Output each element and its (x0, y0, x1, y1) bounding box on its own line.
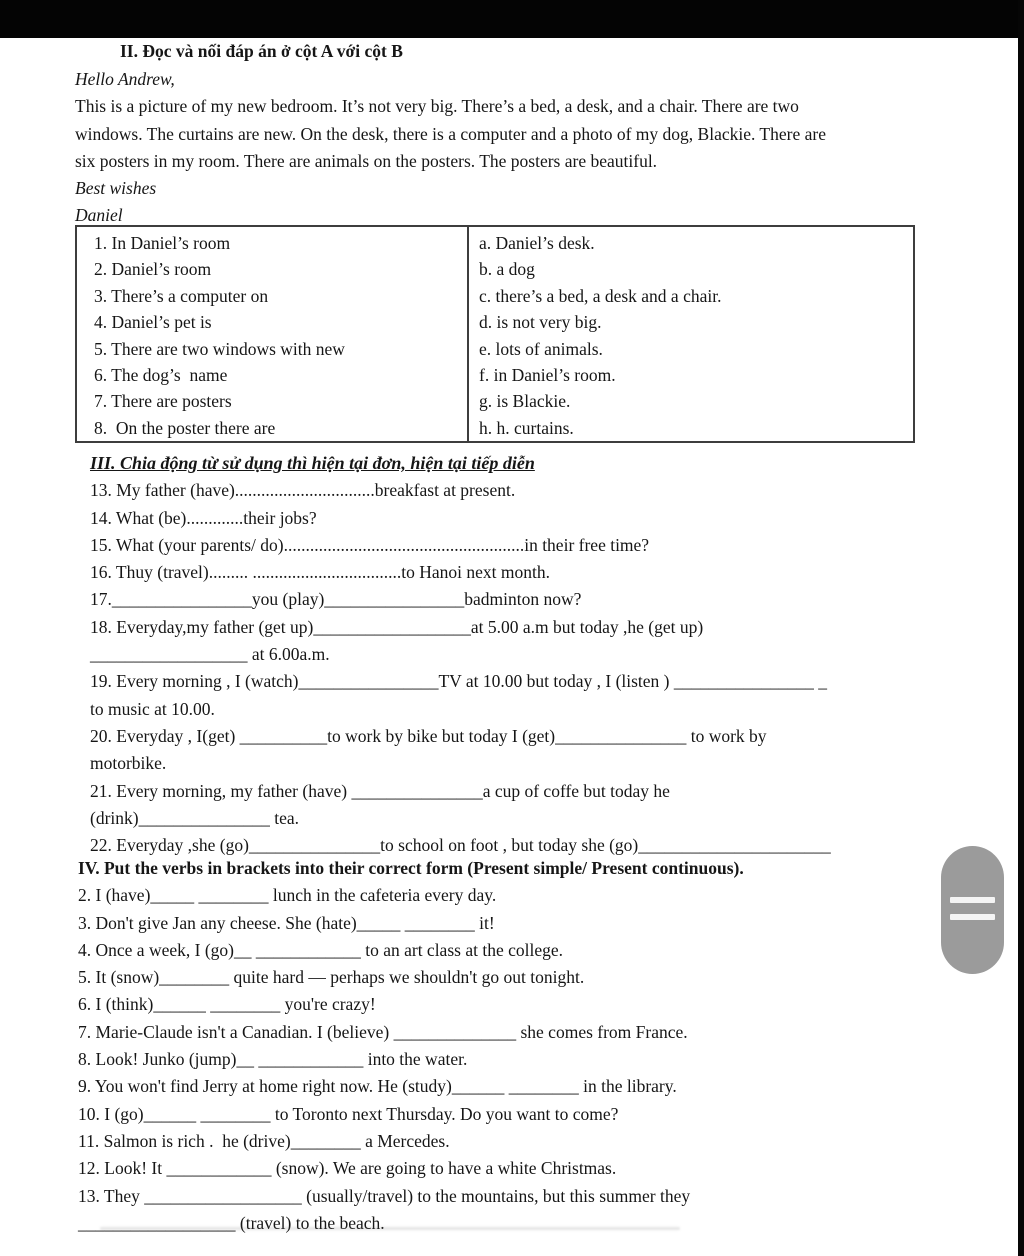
section-iv-heading: IV. Put the verbs in brackets into their correct form (Present simple/ Present continuous). (78, 858, 744, 878)
exercise-iii-line: to music at 10.00. (90, 698, 215, 719)
section-iii-heading: III. Chia động từ sử dụng thì hiện tại đơn, hiện tại tiếp diễn (90, 453, 535, 473)
match-b-item: b. a dog (479, 259, 535, 280)
top-letterbox-bar (0, 0, 1024, 38)
match-a-item: 6. The dog’s name (94, 365, 228, 386)
exercise-iv-line: 7. Marie-Claude isn't a Canadian. I (believe) ______________ she comes from France. (78, 1021, 688, 1042)
exercise-iii-line: 17.________________you (play)________________badminton now? (90, 589, 582, 610)
letter-closing: Best wishes (75, 178, 157, 199)
match-a-item: 5. There are two windows with new (94, 338, 345, 359)
exercise-iii-line: 15. What (your parents/ do).......................................................in their free time? (90, 534, 650, 555)
exercise-iii-line: 16. Thuy (travel)......... ..................................to Hanoi next month. (90, 562, 550, 583)
exercise-iv-line: 2. I (have)_____ ________ lunch in the cafeteria every day. (78, 885, 497, 906)
match-b-item: g. is Blackie. (479, 391, 571, 412)
exercise-iii-line: 20. Everyday , I(get) __________to work by bike but today I (get)_______________ to work by (90, 725, 767, 746)
matching-column-b (469, 227, 913, 441)
right-letterbox-strip (1018, 0, 1024, 1256)
match-b-item: e. lots of animals. (479, 338, 603, 359)
floating-drag-handle[interactable] (941, 846, 1004, 974)
exercise-iii-line: 19. Every morning , I (watch)________________TV at 10.00 but today , I (listen ) ________________ _ (90, 671, 828, 692)
exercise-iv-line: 5. It (snow)________ quite hard — perhaps we shouldn't go out tonight. (78, 967, 585, 988)
exercise-iv-line: 12. Look! It ____________ (snow). We are going to have a white Christmas. (78, 1158, 617, 1179)
exercise-iv-line: __________________ (travel) to the beach. (78, 1212, 385, 1233)
match-b-item: a. Daniel’s desk. (479, 233, 595, 253)
match-a-item: 1. In Daniel’s room (94, 233, 231, 253)
exercise-iv-line: 8. Look! Junko (jump)__ ____________ into the water. (78, 1049, 468, 1070)
scan-smudge-artifact (100, 1227, 680, 1230)
match-b-item: c. there’s a bed, a desk and a chair. (479, 285, 722, 306)
letter-body-line: This is a picture of my new bedroom. It’s not very big. There’s a bed, a desk, and a chair. There are two (75, 96, 799, 117)
matching-column-a (77, 227, 469, 441)
section-ii-heading: II. Đọc và nối đáp án ở cột A với cột B (120, 41, 403, 61)
exercise-iii-line: 13. My father (have)................................breakfast at present. (90, 480, 516, 501)
match-a-item: 2. Daniel’s room (94, 259, 212, 280)
letter-greeting: Hello Andrew, (75, 69, 175, 89)
exercise-iii-line: 21. Every morning, my father (have) _______________a cup of coffe but today he (90, 780, 670, 801)
letter-signature: Daniel (75, 205, 123, 226)
exercise-iii-line: 18. Everyday,my father (get up)__________________at 5.00 a.m but today ,he (get up) (90, 616, 704, 637)
exercise-iv-line: 11. Salmon is rich . he (drive)________ a Mercedes. (78, 1130, 450, 1151)
letter-body-line: windows. The curtains are new. On the desk, there is a computer and a photo of my dog, Blackie. There are (75, 123, 826, 144)
exercise-iii-line: 22. Everyday ,she (go)_______________to school on foot , but today she (go)______________________ (90, 835, 831, 856)
exercise-iv-line: 9. You won't find Jerry at home right now. He (study)______ ________ in the library. (78, 1076, 677, 1097)
match-b-item: f. in Daniel’s room. (479, 365, 616, 386)
exercise-iv-line: 3. Don't give Jan any cheese. She (hate)_____ ________ it! (78, 912, 495, 933)
match-a-item: 4. Daniel’s pet is (94, 312, 212, 333)
letter-body-line: six posters in my room. There are animals on the posters. The posters are beautiful. (75, 150, 658, 171)
exercise-iv-line: 13. They __________________ (usually/travel) to the mountains, but this summer they (78, 1185, 691, 1206)
exercise-iv-line: 4. Once a week, I (go)__ ____________ to an art class at the college. (78, 939, 563, 960)
matching-table (75, 225, 915, 443)
match-b-item: h. h. curtains. (479, 417, 574, 438)
match-b-item: d. is not very big. (479, 312, 602, 333)
exercise-iv-line: 6. I (think)______ ________ you're crazy! (78, 994, 376, 1015)
section-iv-block (78, 855, 952, 1237)
exercise-iii-line: motorbike. (90, 753, 167, 774)
match-a-item: 7. There are posters (94, 391, 232, 412)
match-a-item: 8. On the poster there are (94, 417, 276, 438)
exercise-iii-line: 14. What (be).............their jobs? (90, 507, 317, 528)
letter-block (75, 66, 945, 230)
exercise-iv-line: 10. I (go)______ ________ to Toronto next Thursday. Do you want to come? (78, 1103, 619, 1124)
exercise-iii-line: __________________ at 6.00a.m. (90, 644, 330, 665)
match-a-item: 3. There’s a computer on (94, 285, 269, 306)
exercise-iii-line: (drink)_______________ tea. (90, 807, 299, 828)
section-iii-block (90, 450, 938, 859)
